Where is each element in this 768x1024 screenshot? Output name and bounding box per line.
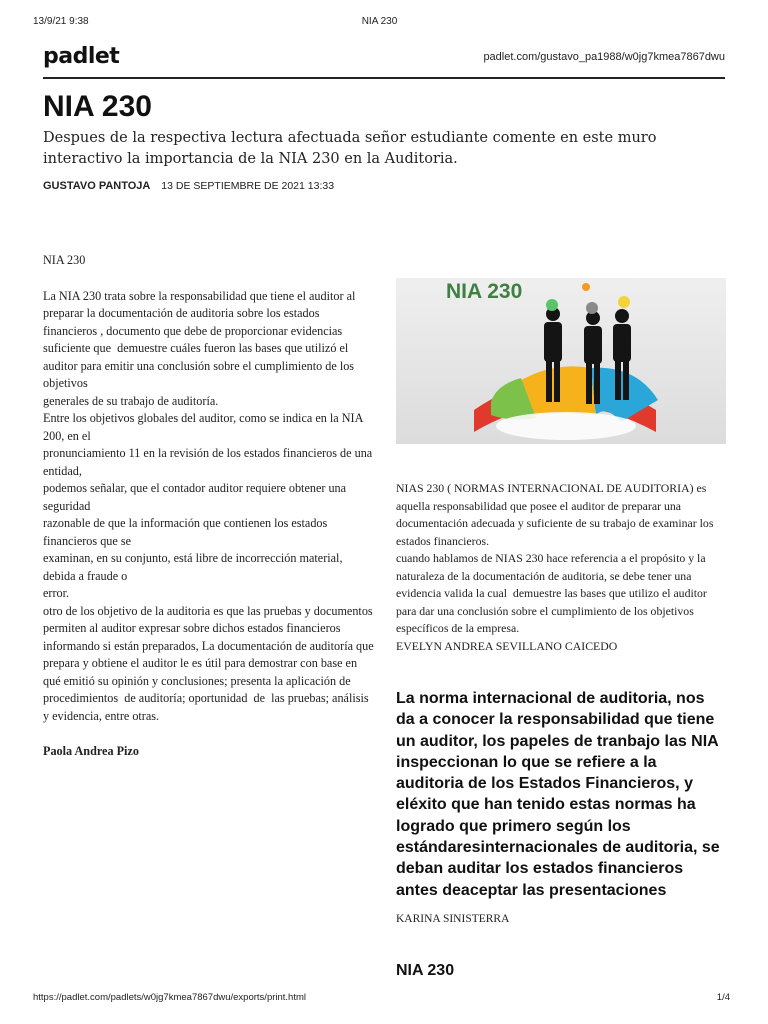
nia-illustration — [396, 250, 726, 444]
padlet-date: 13 DE SEPTIEMBRE DE 2021 13:33 — [161, 180, 335, 192]
image-title-text: NIA 230 — [446, 280, 523, 303]
post-body: La NIA 230 trata sobre la responsabilidad que tiene el auditor al preparar la documentación de auditoria sobre los estados financieros , documento que debe de proporcionar evidencias suficiente que demuestre cuáles fueron las bases que utilizó el auditor para emitir una conclusión sobre el cumplimiento de los objetivos generales de su trabajo de auditoría. Entre los objetivos globales del auditor, como se indica en la NIA 200, en el pronunciamiento 11 en la revisión de los estados financieros de una entidad, podemos señalar, que el contador auditor requiere obtener una seguridad razonable de que la información que contienen los estados financieros que se examinan, en su conjunto, está libre de incorrección material, debida a fraude o error. otro de los objetivo de la auditoria es que las pruebas y documentos permiten al auditor expresar sobre dichos estados financieros informando si están preparados, La documentación de auditoría que prepara y obtiene el auditor le es útil para demostrar con base en qué emitió su opinión y conclusiones; presenta la aplicación de procedimientos de auditoría; oportunidad de las pruebas; análisis y evidencia, entre otras. — [43, 288, 374, 723]
business-people — [544, 307, 631, 404]
padlet-url[interactable]: padlet.com/gustavo_pa1988/w0jg7kmea7867dwu — [483, 51, 725, 63]
padlet-logo[interactable]: padlet — [43, 44, 120, 69]
brand-bar — [43, 42, 725, 79]
post-3 — [396, 688, 726, 925]
speech-bubble-green — [546, 299, 558, 311]
page-title: NIA 230 — [43, 90, 152, 123]
image-top-band — [396, 250, 726, 278]
print-footer-url: https://padlet.com/padlets/w0jg7kmea7867dwu/exports/print.html — [33, 992, 307, 1003]
post-3-author: KARINA SINISTERRA — [396, 912, 510, 925]
post-1 — [43, 252, 375, 761]
pie-base — [496, 412, 636, 440]
post-4-title: NIA 230 — [396, 962, 455, 979]
print-datetime: 13/9/21 9:38 — [33, 16, 89, 27]
padlet-meta — [43, 180, 334, 192]
speech-bubble-grey — [586, 302, 598, 314]
print-header — [33, 16, 726, 30]
post-3-body: La norma internacional de auditoria, nos da a conocer la responsabilidad que tiene un auditor, los papeles de tranbajo las NIA inspeccionan lo que se refiere a la auditoria de los Estados Financieros, y eléxito que han tenido estas normas ha logrado que primero según los estándaresinternacionales de auditoria, se deban auditar los estados financieros antes deaceptar las presentaciones — [396, 690, 720, 899]
post-2-body: NIAS 230 ( NORMAS INTERNACIONAL DE AUDITORIA) es aquella responsabilidad que posee el auditor de preparar una documentación adecuada y suficiente de su trabajo de examinar los estados financieros. cuando hablamos de NIAS 230 hace referencia a el propósito y la naturaleza de la documentación de auditoria, se debe tener una evidencia valida la cual demuestre las bases que utilizo el auditor para dar una conclusión sobre el cumplimiento de los objetivos específicos de la empresa. EVELYN ANDREA SEVILLANO CAICEDO — [396, 481, 714, 653]
print-footer — [33, 992, 730, 1006]
speech-bubble-yellow — [618, 296, 630, 308]
padlet-description: Despues de la respectiva lectura afectuada señor estudiante comente en este muro interactivo la importancia de la NIA 230 en la Auditoria. — [43, 130, 657, 167]
dot-orange — [582, 283, 590, 291]
post-image[interactable] — [396, 250, 726, 444]
page-number: 1/4 — [716, 992, 730, 1003]
print-title: NIA 230 — [361, 16, 398, 27]
post-title: NIA 230 — [43, 253, 86, 267]
post-author: Paola Andrea Pizo — [43, 744, 139, 758]
padlet-author: GUSTAVO PANTOJA — [43, 180, 151, 192]
